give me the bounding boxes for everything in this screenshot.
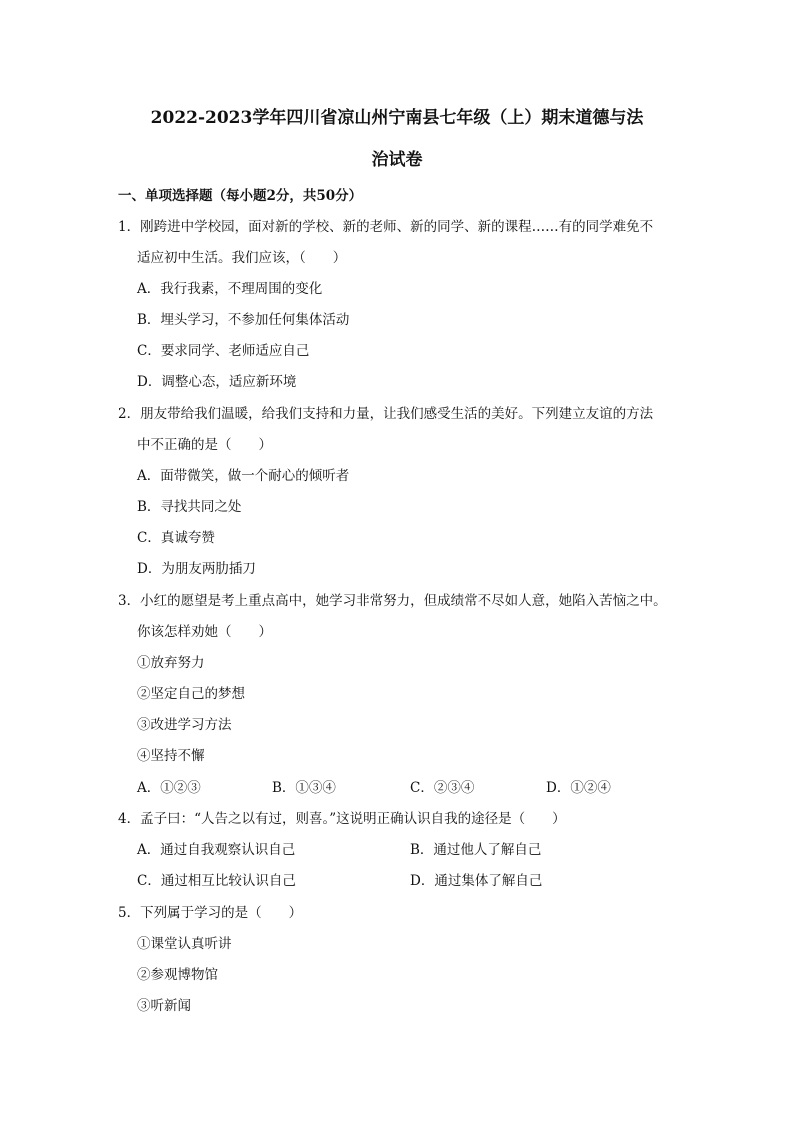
question-3-item-2: ②坚定自己的梦想 <box>137 686 245 702</box>
question-3-option-a: A．①②③ <box>137 780 201 796</box>
question-3-option-d: D．①②④ <box>546 780 611 796</box>
question-1-option-a: A．我行我素，不理周围的变化 <box>137 281 323 297</box>
question-1-stem-line-1: 1．刚跨进中学校园，面对新的学校、新的老师、新的同学、新的课程……有的同学难免不 <box>118 219 654 235</box>
question-1-option-c: C．要求同学、老师适应自己 <box>137 343 310 359</box>
question-2-option-c: C．真诚夸赞 <box>137 530 215 546</box>
question-1-option-d: D．调整心态，适应新环境 <box>137 374 297 390</box>
question-1-stem-line-2: 适应初中生活。我们应该，（ ） <box>137 250 347 266</box>
question-4-option-d: D．通过集体了解自己 <box>410 873 543 889</box>
question-3-stem-line-2: 你该怎样劝她（ ） <box>137 624 272 640</box>
question-2-option-a: A．面带微笑，做一个耐心的倾听者 <box>137 468 350 484</box>
exam-title-line-1: 2022-2023学年四川省凉山州宁南县七年级（上）期末道德与法 <box>150 108 644 128</box>
question-4-stem-line-1: 4．孟子曰：“人告之以有过，则喜。”这说明正确认识自我的途径是（ ） <box>118 811 566 827</box>
question-3-item-4: ④坚持不懈 <box>137 748 205 764</box>
section-heading: 一、单项选择题（每小题2分，共50分） <box>118 188 363 204</box>
question-2-option-b: B．寻找共同之处 <box>137 499 242 515</box>
question-5-item-2: ②参观博物馆 <box>137 967 218 983</box>
question-2-stem-line-1: 2．朋友带给我们温暖，给我们支持和力量，让我们感受生活的美好。下列建立友谊的方法 <box>118 406 654 422</box>
question-4-option-a: A．通过自我观察认识自己 <box>137 842 296 858</box>
question-3-item-1: ①放弃努力 <box>137 655 205 671</box>
question-3-item-3: ③改进学习方法 <box>137 717 232 733</box>
question-5-item-3: ③听新闻 <box>137 998 191 1014</box>
question-2-option-d: D．为朋友两肋插刀 <box>137 561 256 577</box>
question-5-item-1: ①课堂认真听讲 <box>137 936 232 952</box>
exam-title-line-2: 治试卷 <box>371 150 423 170</box>
question-3-option-b: B．①③④ <box>272 780 336 796</box>
question-3-option-c: C．②③④ <box>410 780 475 796</box>
question-1-option-b: B．埋头学习，不参加任何集体活动 <box>137 312 350 328</box>
question-4-option-b: B．通过他人了解自己 <box>410 842 542 858</box>
question-2-stem-line-2: 中不正确的是（ ） <box>137 437 272 453</box>
question-5-stem-line-1: 5．下列属于学习的是（ ） <box>118 905 303 921</box>
question-3-stem-line-1: 3．小红的愿望是考上重点高中，她学习非常努力，但成绩常不尽如人意，她陷入苦恼之中。 <box>118 593 667 609</box>
question-4-option-c: C．通过相互比较认识自己 <box>137 873 296 889</box>
